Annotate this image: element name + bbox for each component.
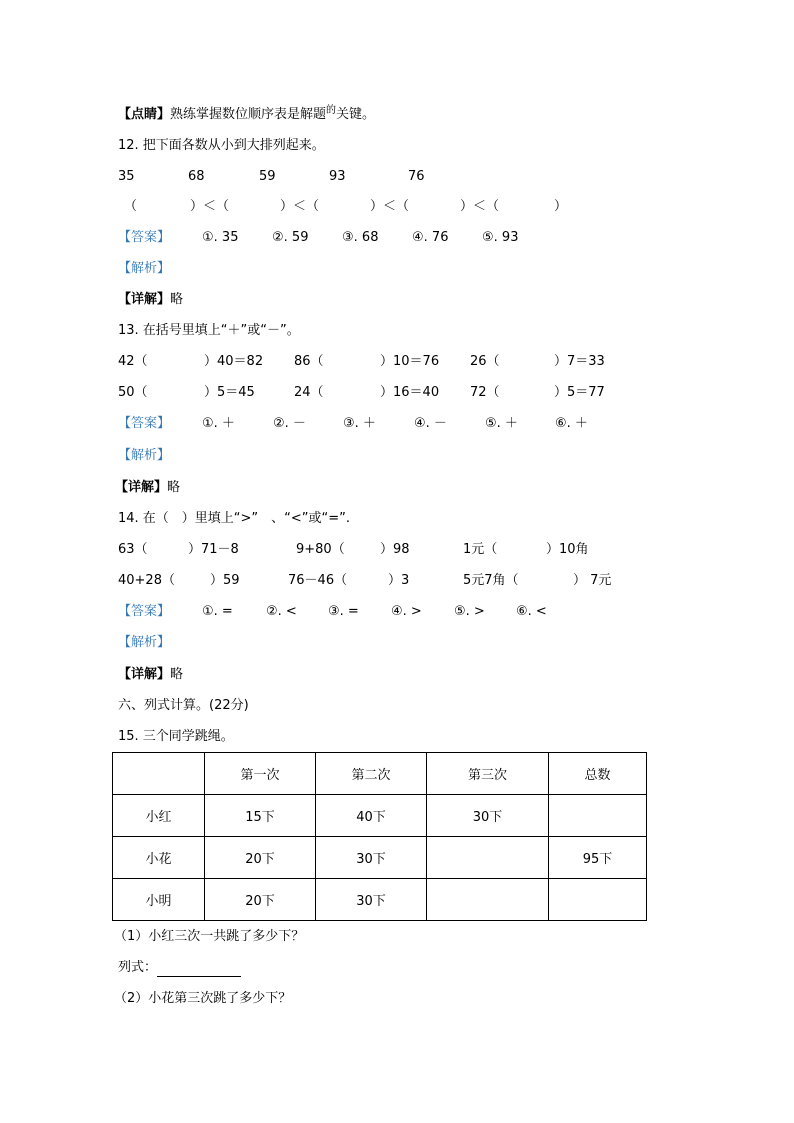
q14-item-left: 76－46（ [288, 573, 348, 588]
paren: ）＜（ [370, 199, 410, 214]
q13-item-left: 42（ [118, 354, 148, 369]
q14-analysis-label: 【解析】 [118, 635, 171, 650]
table-row [113, 879, 647, 921]
q12-number: 35 [118, 169, 135, 184]
table-cell: 小花 [113, 837, 205, 879]
q13-item-right: ）40＝82 [204, 354, 264, 369]
q14-title: 14. 在（ ）里填上“>” 、“<”或“=”. [118, 511, 351, 526]
q13-analysis-label: 【解析】 [118, 448, 171, 463]
answer-item: ④. > [391, 604, 422, 619]
table-cell: 30下 [427, 795, 549, 837]
dianjing-text: 熟练掌握数位顺序表是解题 [170, 107, 327, 122]
q13-item-left: 26（ [470, 354, 500, 369]
q12-number: 76 [408, 169, 425, 184]
table-cell: 小明 [113, 879, 205, 921]
paren: ）＜（ [460, 199, 500, 214]
q13-item-left: 24（ [294, 385, 324, 400]
q14-item-right: ）59 [210, 573, 240, 588]
paren: ）＜（ [190, 199, 230, 214]
q12-analysis-label: 【解析】 [118, 261, 171, 276]
paren: （ [124, 199, 138, 214]
q15-sub1: （1）小红三次一共跳了多少下？ [114, 929, 305, 944]
table-cell: 20下 [205, 837, 316, 879]
table-cell: 20下 [205, 879, 316, 921]
table-header-cell: 第一次 [205, 753, 316, 795]
detail-text: 略 [167, 480, 181, 495]
q13-item-left: 50（ [118, 385, 148, 400]
answer-item: ③. = [328, 604, 359, 619]
dianjing-text-after: 关键。 [336, 107, 376, 122]
q13-item-right: ）7＝33 [554, 354, 605, 369]
table-cell: 30下 [316, 837, 427, 879]
q14-item-right: ）98 [380, 542, 410, 557]
table-cell: 95下 [549, 837, 647, 879]
table-cell: 30下 [316, 879, 427, 921]
answer-item: ①. = [202, 604, 233, 619]
detail-label: 【详解】 [118, 292, 171, 307]
q12-title: 12. 把下面各数从小到大排列起来。 [118, 138, 325, 153]
q13-title: 13. 在括号里填上“＋”或“－”。 [118, 323, 300, 338]
q13-item-left: 86（ [294, 354, 324, 369]
table-header-row [113, 753, 647, 795]
answer-item: ②. < [266, 604, 297, 619]
q12-number: 68 [188, 169, 205, 184]
dianjing-line [118, 106, 375, 125]
answer-item: ⑤. 93 [482, 230, 519, 245]
q14-item-left: 5元7角（ [463, 573, 519, 588]
table-header-cell: 总数 [549, 753, 647, 795]
paren: ） [554, 199, 568, 214]
answer-label: 【答案】 [118, 230, 171, 245]
table-row [113, 837, 647, 879]
q13-item-right: ）16＝40 [380, 385, 440, 400]
answer-item: ③. 68 [342, 230, 379, 245]
q13-item-right: ）10＝76 [380, 354, 440, 369]
table-header-cell [113, 753, 205, 795]
q14-item-right: ） 7元 [573, 573, 612, 588]
answer-item: ⑥. < [516, 604, 547, 619]
dianjing-label: 【点睛】 [118, 107, 171, 122]
q14-item-left: 1元（ [463, 542, 498, 557]
table-row [113, 795, 647, 837]
q12-detail [118, 291, 183, 309]
section6-title: 六、列式计算。(22分) [118, 698, 249, 713]
jump-rope-table [112, 752, 647, 921]
q14-item-right: ）71－8 [188, 542, 239, 557]
answer-item: ④. 76 [412, 230, 449, 245]
q14-item-right: ）10角 [546, 542, 589, 557]
table-cell [427, 879, 549, 921]
table-cell [549, 879, 647, 921]
table-header-cell: 第三次 [427, 753, 549, 795]
q15-sub2: （2）小花第三次跳了多少下？ [114, 991, 292, 1006]
table-cell: 40下 [316, 795, 427, 837]
formula-blank[interactable] [157, 964, 241, 977]
detail-text: 略 [170, 292, 184, 307]
q14-item-left: 63（ [118, 542, 148, 557]
q14-detail [118, 666, 183, 684]
table-cell: 15下 [205, 795, 316, 837]
answer-label: 【答案】 [118, 604, 171, 619]
q12-number: 59 [259, 169, 276, 184]
q13-item-right: ）5＝45 [204, 385, 255, 400]
paren: ）＜（ [280, 199, 320, 214]
answer-item: ①. ＋ [202, 416, 235, 431]
q12-number: 93 [329, 169, 346, 184]
table-cell: 小红 [113, 795, 205, 837]
answer-item: ②. － [273, 416, 306, 431]
answer-label: 【答案】 [118, 416, 171, 431]
q13-item-left: 72（ [470, 385, 500, 400]
q14-item-left: 9+80（ [296, 542, 345, 557]
formula-label: 列式： [118, 960, 158, 975]
detail-label: 【详解】 [118, 667, 171, 682]
answer-item: ⑤. > [454, 604, 485, 619]
answer-item: ⑥. ＋ [555, 416, 588, 431]
table-cell [549, 795, 647, 837]
answer-item: ③. ＋ [343, 416, 376, 431]
q14-item-right: ）3 [388, 573, 410, 588]
detail-text: 略 [170, 667, 184, 682]
answer-item: ⑤. ＋ [485, 416, 518, 431]
answer-item: ④. － [414, 416, 447, 431]
dianjing-superscript: 的 [326, 105, 337, 116]
q14-item-left: 40+28（ [118, 573, 175, 588]
answer-item: ①. 35 [202, 230, 239, 245]
q13-item-right: ）5＝77 [554, 385, 605, 400]
table-header-cell: 第二次 [316, 753, 427, 795]
q15-title: 15. 三个同学跳绳。 [118, 729, 234, 744]
q13-detail [115, 479, 180, 497]
table-cell [427, 837, 549, 879]
answer-item: ②. 59 [272, 230, 309, 245]
detail-label: 【详解】 [115, 480, 168, 495]
q15-formula-line [118, 959, 241, 977]
